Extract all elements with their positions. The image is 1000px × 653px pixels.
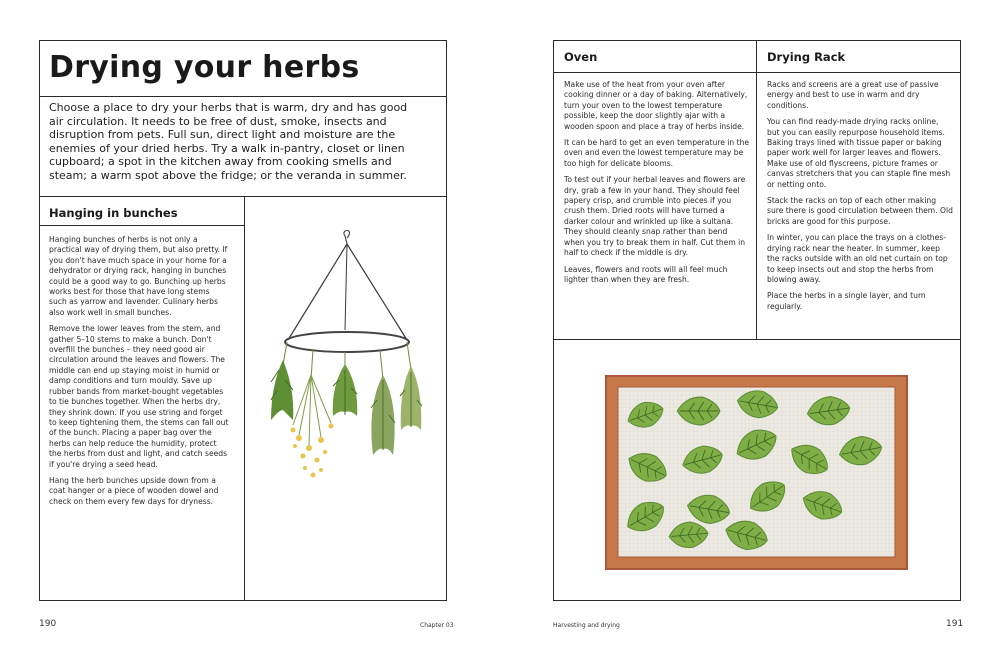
- drying-rack-illustration: [605, 375, 910, 572]
- herb-bunch-1: [271, 342, 293, 420]
- herb-bunch-yarrow: [291, 349, 334, 478]
- herb-bunch-3: [333, 352, 358, 416]
- section-heading-hanging: Hanging in bunches: [49, 206, 178, 220]
- oven-heading: Oven: [564, 50, 598, 64]
- herb-bunch-5: [400, 342, 422, 430]
- herb-bunch-4: [371, 350, 395, 455]
- column-heading-divider: [553, 72, 961, 73]
- oven-paragraph-1: Make use of the heat from your oven after cooking dinner or a day of baking. Alternatively, turn your oven to the lowest temperature possible, keep the door slightly ajar with a wooden spoon and place a tray of herbs inside.: [564, 80, 748, 131]
- page-title: Drying your herbs: [49, 50, 360, 85]
- oven-paragraph-2: It can be hard to get an even temperature in the oven and even the lowest temperature may be too high for delicate blooms.: [564, 138, 750, 168]
- intro-paragraph: Choose a place to dry your herbs that is warm, dry and has good air circulation. It needs to be free of dust, smoke, insects and disruption from pets. Full sun, direct light and moisture are the enemies of your dried herbs. Try a walk in-pantry, closet or linen cupboard; a spot in the kitchen away from cooking smells and steam; a warm spot above the fridge; or the veranda in summer.: [49, 101, 408, 182]
- rack-paragraph-5: Place the herbs in a single layer, and turn regularly.: [767, 291, 926, 311]
- title-divider: [39, 96, 447, 97]
- footer-section: Harvesting and drying: [553, 622, 620, 629]
- rack-body: [767, 80, 953, 318]
- oven-paragraph-3: To test out if your herbal leaves and flowers are dry, grab a few in your hand. They should feel papery crisp, and crumble into pieces if you crush them. Dried roots will have turned a darker colour and wrinkled up like a sultana. They should cleanly snap rather than bend when you try to break them in half. Cut them in half to check if the middle is dry.: [564, 175, 746, 258]
- rack-paragraph-1: Racks and screens are a great use of passive energy and best to use in warm and dry conditions.: [767, 80, 939, 110]
- page-number-left: 190: [39, 619, 57, 629]
- drying-rack-heading: Drying Rack: [767, 50, 846, 64]
- page-number-right: 191: [946, 619, 964, 629]
- hanging-herbs-illustration: [255, 230, 440, 515]
- footer-chapter: Chapter 03: [420, 622, 454, 629]
- section-heading-divider: [39, 225, 244, 226]
- illustration-divider: [553, 339, 961, 340]
- column-divider-left: [244, 196, 245, 601]
- rack-paragraph-3: Stack the racks on top of each other making sure there is good circulation between them. Old bricks are good for this purpose.: [767, 196, 953, 226]
- section-divider-top: [39, 196, 447, 197]
- hanging-paragraph-3: Hang the herb bunches upside down from a coat hanger or a piece of wooden dowel and check on them every few days for dryness.: [49, 475, 219, 506]
- oven-body: [564, 80, 750, 291]
- rack-paragraph-2: You can find ready-made drying racks online, but you can easily repurpose household items. Baking trays lined with tissue paper or baking paper work well for larger leaves and flowers. Make use of old flyscreens, picture frames or canvas stretchers that you can staple fine mesh or netting onto.: [767, 117, 951, 189]
- hanging-body: [49, 235, 229, 513]
- rack-paragraph-4: In winter, you can place the trays on a clothes-drying rack near the heater. In summer, keep the racks outside with an old net curtain on top to keep insects out and stop the herbs from blowing away.: [767, 233, 948, 284]
- hanging-paragraph-1: Hanging bunches of herbs is not only a practical way of drying them, but also pretty. If you don't have much space in your home for a dehydrator or drying rack, hanging in bunches could be a good way to go. Bunching up herbs works best for those that have long stems such as yarrow and lavender. Culinary herbs also work well in small bunches.: [49, 235, 228, 317]
- oven-paragraph-4: Leaves, flowers and roots will all feel much lighter than when they are fresh.: [564, 264, 728, 284]
- column-divider-right: [756, 40, 757, 339]
- hanging-paragraph-2: Remove the lower leaves from the stem, and gather 5–10 stems to make a bunch. Don't overfill the bunches – they need good air circulation around the leaves and flowers. The middle can end up staying moist in humid or damp conditions and turn mouldy. Save up rubber bands from market-bought vegetables to tie bunches together. When the herbs dry, they shrink down. If you use string and forget to keep tightening them, the stems can fall out of the bunch. Placing a paper bag over the herbs can help reduce the humidity, protect the herbs from dust and light, and catch seeds if you're drying a seed head.: [49, 324, 229, 469]
